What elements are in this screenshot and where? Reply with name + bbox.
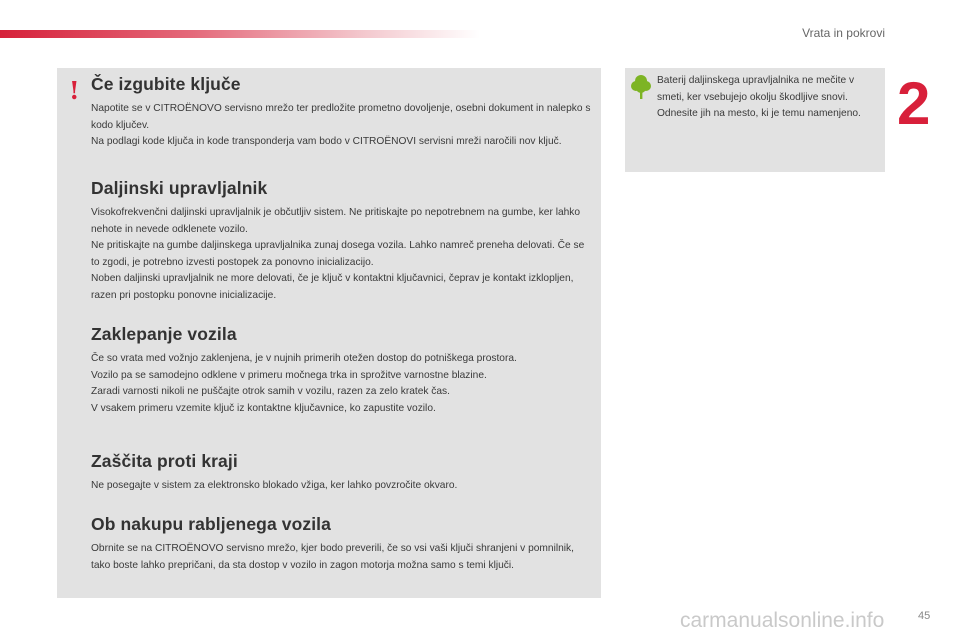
paragraph: Ne posegajte v sistem za elektronsko blokado vžiga, ker lahko povzročite okvaro. — [91, 480, 458, 491]
section-anti-theft — [91, 451, 591, 495]
tip-paragraph: Baterij daljinskega upravljalnika ne mečite v smeti, ker vsebujejo okolju škodljive snovi. — [657, 75, 855, 103]
tip-paragraph: Odnesite jih na mesto, ki je temu namenjeno. — [657, 108, 861, 119]
paragraph: Visokofrekvenčni daljinski upravljalnik je občutljiv sistem. Ne pritiskajte po nepotrebnem na gumbe, ker lahko nehote in nevede odklenete vozilo. — [91, 207, 581, 235]
warning-icon: ! — [69, 76, 80, 105]
paragraph: Noben daljinski upravljalnik ne more delovati, če je ključ v kontaktni ključavnici, čeprav je kontakt izklopljen, razen pri postopku ponovne inicializacije. — [91, 273, 574, 301]
paragraph: V vsakem primeru vzemite ključ iz kontaktne ključavnice, ko zapustite vozilo. — [91, 402, 436, 414]
section-title-anti-theft: Zaščita proti kraji — [91, 451, 238, 471]
paragraph: Zaradi varnosti nikoli ne puščajte otrok samih v vozilu, razen za zelo kratek čas. — [91, 386, 450, 397]
header-accent-bar — [0, 30, 480, 38]
paragraph: Ne pritiskajte na gumbe daljinskega upravljalnika zunaj dosega vozila. Lahko namreč preneha delovati. Če se to zgodi, je potrebno izvesti postopek za ponovno inicializacijo. — [91, 240, 585, 268]
section-title-vehicle-locking: Zaklepanje vozila — [91, 324, 237, 344]
watermark: carmanualsonline.info — [680, 609, 885, 632]
main-info-panel — [57, 68, 601, 598]
paragraph: Napotite se v CITROËNOVO servisno mrežo ter predložite prometno dovoljenje, osebni dokument in nalepko s kodo ključev. — [91, 103, 591, 131]
section-title-used-vehicle: Ob nakupu rabljenega vozila — [91, 514, 331, 534]
paragraph: Obrnite se na CITROËNOVO servisno mrežo, kjer bodo preverili, če so vsi vaši ključi shranjeni v pomnilnik, tako boste lahko prepričani, da sta dostop v vozilo in zagon motorja možna samo s temi ključi. — [91, 543, 574, 571]
section-remote-control — [91, 178, 591, 304]
eco-tip-panel — [625, 68, 885, 172]
section-lost-keys — [91, 74, 591, 151]
section-title-lost-keys: Če izgubite ključe — [91, 74, 241, 94]
section-title: Vrata in pokrovi — [802, 26, 885, 40]
section-used-vehicle — [91, 514, 591, 574]
paragraph: Na podlagi kode ključa in kode transponderja vam bodo v CITROËNOVI servisni mreži naročili nov ključ. — [91, 136, 562, 147]
paragraph: Če so vrata med vožnjo zaklenjena, je v nujnih primerih otežen dostop do potniškega prostora. — [91, 353, 517, 364]
section-title-remote-control: Daljinski upravljalnik — [91, 178, 268, 198]
section-vehicle-locking — [91, 324, 591, 417]
paragraph: Vozilo pa se samodejno odklene v primeru močnega trka in sprožitve varnostne blazine. — [91, 369, 487, 381]
chapter-number: 2 — [897, 70, 931, 137]
page-number: 45 — [918, 610, 931, 622]
leaf-icon — [631, 74, 651, 100]
